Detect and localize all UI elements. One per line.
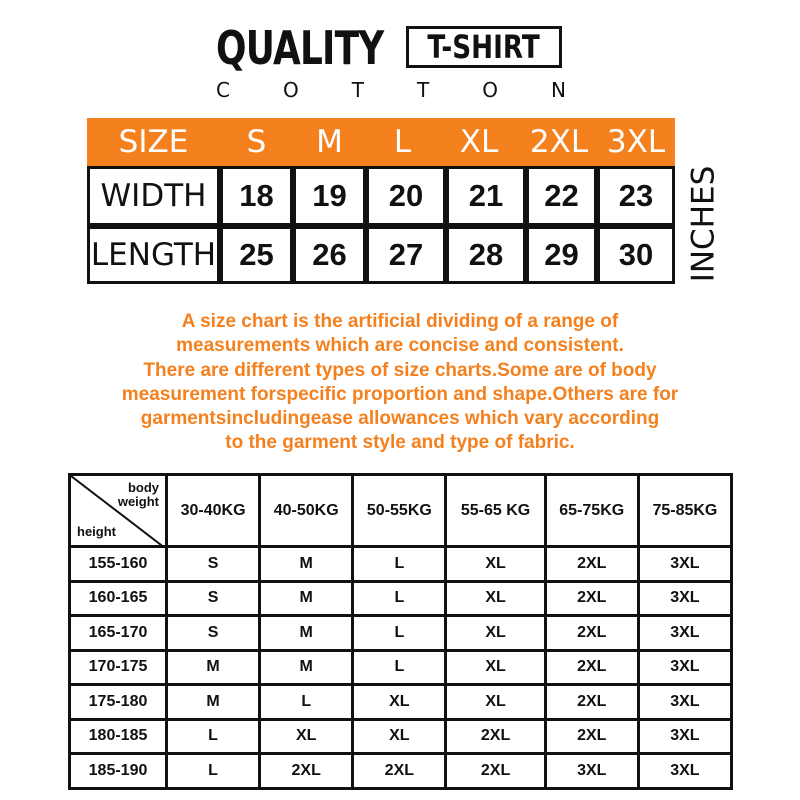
size-cell: L — [167, 719, 260, 754]
table-row — [70, 719, 732, 754]
weight-column-header: 65-75KG — [545, 475, 638, 547]
length-value: 25 — [239, 237, 274, 272]
cotton-letter: T — [351, 78, 364, 102]
description-line: measurement forspecific proportion and shape.Others are for — [121, 383, 679, 405]
table-row — [70, 685, 732, 720]
length-value: 29 — [544, 237, 579, 272]
size-cell: M — [260, 581, 353, 616]
size-cell: 3XL — [638, 754, 731, 789]
size-cell: 2XL — [260, 754, 353, 789]
size-cell: S — [167, 581, 260, 616]
unit-label — [683, 164, 723, 284]
body-weight-label-line: body — [127, 480, 159, 495]
size-cell: 2XL — [545, 650, 638, 685]
size-cell: XL — [353, 719, 446, 754]
size-cell: 2XL — [545, 547, 638, 582]
size-cell: 2XL — [545, 616, 638, 651]
length-label: LENGTH — [90, 237, 217, 273]
length-value-s — [220, 226, 293, 284]
width-value: 18 — [239, 178, 274, 213]
width-label-cell — [87, 166, 220, 226]
size-cell: 2XL — [446, 719, 545, 754]
description-line: measurements which are concise and consistent. — [176, 335, 624, 357]
cotton-letter: T — [416, 78, 430, 102]
height-range: 185-190 — [70, 754, 167, 789]
length-label-cell — [87, 226, 220, 284]
height-label: height — [77, 524, 116, 539]
length-value: 28 — [468, 237, 504, 272]
width-value: 21 — [468, 178, 504, 213]
table-row — [70, 547, 732, 582]
size-cell: M — [260, 650, 353, 685]
height-range: 165-170 — [70, 616, 167, 651]
size-header-row — [87, 118, 675, 166]
size-cell: XL — [446, 547, 545, 582]
size-cell: L — [353, 616, 446, 651]
brand-word: QUALITY — [216, 21, 384, 75]
size-cell: 2XL — [446, 754, 545, 789]
size-cell: 2XL — [545, 685, 638, 720]
size-chart-description — [60, 310, 740, 456]
cotton-letter: O — [282, 78, 299, 102]
height-range: 160-165 — [70, 581, 167, 616]
height-range: 180-185 — [70, 719, 167, 754]
size-cell: 2XL — [545, 581, 638, 616]
size-header-s: S — [246, 124, 267, 160]
boxed-tshirt-text: T-SHIRT — [427, 28, 541, 66]
size-cell: M — [167, 650, 260, 685]
length-value: 27 — [388, 237, 424, 272]
size-cell: M — [260, 616, 353, 651]
weight-column-header: 40-50KG — [260, 475, 353, 547]
width-value-xl — [446, 166, 526, 226]
size-header-3xl: 3XL — [606, 124, 666, 160]
size-header-xl: XL — [459, 124, 499, 160]
boxed-tshirt-label — [406, 26, 562, 68]
inches-text: INCHES — [685, 165, 721, 283]
length-value: 26 — [312, 237, 347, 272]
corner-cell — [70, 475, 167, 547]
width-value: 19 — [312, 178, 347, 213]
size-header-l: L — [393, 124, 412, 160]
length-value: 30 — [618, 237, 654, 272]
size-cell: XL — [353, 685, 446, 720]
body-weight-label — [118, 481, 159, 509]
size-cell: L — [353, 581, 446, 616]
height-range: 170-175 — [70, 650, 167, 685]
width-value-m — [293, 166, 366, 226]
weight-header-row — [70, 475, 732, 547]
size-cell: M — [167, 685, 260, 720]
size-cell: 3XL — [638, 616, 731, 651]
width-label: WIDTH — [100, 178, 207, 214]
cotton-letter: O — [482, 78, 498, 102]
size-header-m: M — [316, 124, 343, 160]
height-weight-table — [68, 473, 733, 790]
size-cell: XL — [446, 685, 545, 720]
body-weight-label-line: weight — [117, 494, 159, 509]
description-line: to the garment style and type of fabric. — [225, 432, 575, 454]
table-row — [70, 581, 732, 616]
cotton-letter: N — [550, 78, 566, 102]
width-value-3xl — [597, 166, 675, 226]
width-value-l — [366, 166, 446, 226]
size-cell: L — [260, 685, 353, 720]
weight-column-header: 75-85KG — [638, 475, 731, 547]
size-cell: 3XL — [638, 581, 731, 616]
length-value-xl — [446, 226, 526, 284]
size-cell: 3XL — [638, 685, 731, 720]
length-value-2xl — [526, 226, 597, 284]
width-value: 22 — [544, 178, 579, 213]
size-cell: L — [353, 547, 446, 582]
height-range: 155-160 — [70, 547, 167, 582]
size-header-label: SIZE — [118, 124, 189, 160]
size-cell: L — [353, 650, 446, 685]
size-header-2xl: 2XL — [529, 124, 589, 160]
size-cell: S — [167, 616, 260, 651]
length-value-m — [293, 226, 366, 284]
weight-column-header: 50-55KG — [353, 475, 446, 547]
description-line: There are different types of size charts.Some are of body — [143, 359, 657, 381]
size-cell: L — [167, 754, 260, 789]
size-cell: 2XL — [545, 719, 638, 754]
description-line: A size chart is the artificial dividing of a range of — [181, 311, 619, 332]
width-value: 23 — [618, 178, 654, 213]
table-row — [70, 650, 732, 685]
cotton-letter: C — [216, 78, 230, 102]
table-row — [70, 616, 732, 651]
table-row — [70, 754, 732, 789]
size-cell: M — [260, 547, 353, 582]
size-cell: 3XL — [638, 547, 731, 582]
size-cell: 3XL — [638, 719, 731, 754]
size-cell: 3XL — [545, 754, 638, 789]
length-value-l — [366, 226, 446, 284]
height-range: 175-180 — [70, 685, 167, 720]
description-line: garmentsincludingease allowances which vary according — [140, 408, 660, 430]
size-cell: XL — [446, 581, 545, 616]
weight-column-header: 55-65 KG — [446, 475, 545, 547]
length-value-3xl — [597, 226, 675, 284]
size-cell: S — [167, 547, 260, 582]
size-cell: 2XL — [353, 754, 446, 789]
size-cell: XL — [446, 650, 545, 685]
cotton-subtitle — [216, 80, 566, 100]
width-value-s — [220, 166, 293, 226]
size-cell: XL — [260, 719, 353, 754]
width-value-2xl — [526, 166, 597, 226]
size-cell: 3XL — [638, 650, 731, 685]
width-value: 20 — [388, 178, 424, 213]
size-cell: XL — [446, 616, 545, 651]
weight-column-header: 30-40KG — [167, 475, 260, 547]
